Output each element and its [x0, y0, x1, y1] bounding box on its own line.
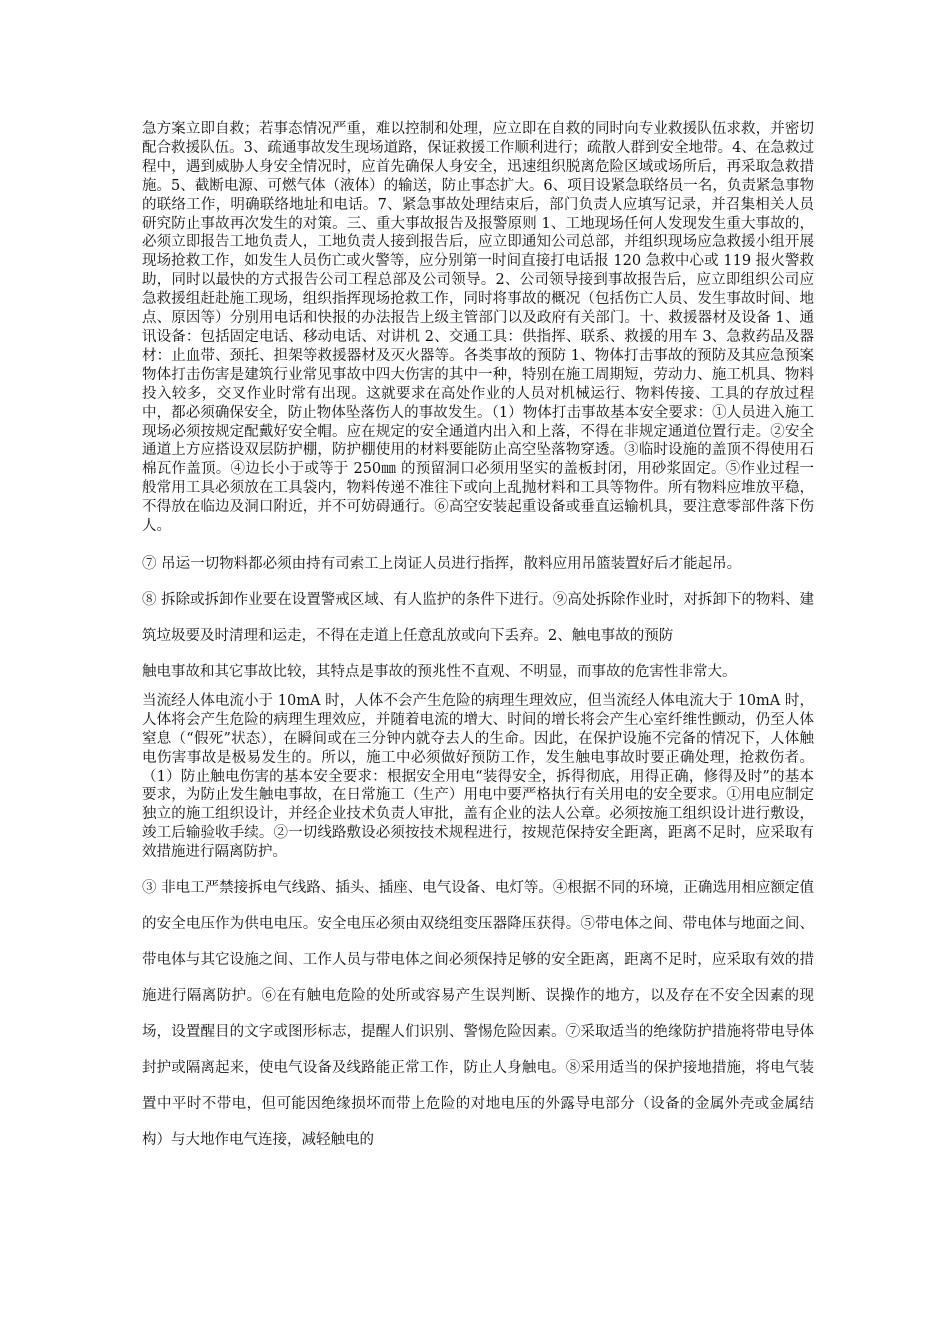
paragraph-electric-shock-intro: 触电事故和其它事故比较，其特点是事故的预兆性不直观、不明显，而事故的危害性非常大。: [142, 663, 737, 680]
paragraph-electrical-safety: ③ 非电工严禁接拆电气线路、插头、插座、电气设备、电灯等。④根据不同的环境，正确选用相应额定值的安全电压作为供电电压。安全电压必须由双绕组变压器降压获得。⑤带电体之间、带电体与地面之间、带电体与其它设施之间、工作人员与带电体之间必须保持足够的安全距离，距离不足时，应采取有效的措施进行隔离防护。⑥在有触电危险的处所或容易产生误判断、误操作的地方，以及存在不安全因素的现场，设置醒目的文字或图形标志，提醒人们识别、警惕危险因素。⑦采取适当的绝缘防护措施将带电导体封护或隔离起来，使电气设备及线路能正常工作，防止人身触电。⑧采用适当的保护接地措施，将电气装置中平时不带电，但可能因绝缘损坏而带上危险的对地电压的外露导电部分（设备的金属外壳或金属结构）与大地作电气连接，减轻触电的: [142, 880, 814, 1149]
paragraph-lifting-command: ⑦ 吊运一切物料都必须由持有司索工上岗证人员进行指挥，散料应用吊篮装置好后才能起吊。: [142, 555, 742, 572]
paragraph-emergency-response: 急方案立即自救；若事态情况严重，难以控制和处理，应立即在自救的同时向专业救援队伍求救，并密切配合救援队伍。3、疏通事故发生现场道路，保证救援工作顺利进行；疏散人群到安全地带。4、在急救过程中，遇到威胁人身安全情况时，应首先确保人身安全，迅速组织脱离危险区域或场所后，再采取急救措施。5、截断电源、可燃气体（液体）的输送，防止事态扩大。6、项目设紧急联络员一名，负责紧急事物的联络工作，明确联络地址和电话。7、紧急事故处理结束后，部门负责人应填写记录，并召集相关人员研究防止事故再次发生的对策。三、重大事故报告及报警原则 1、工地现场任何人发现发生重大事故的，必须立即报告工地负责人，工地负责人接到报告后，应立即通知公司总部，并组织现场应急救援小组开展现场抢救工作，如发生人员伤亡或火警等，应分别第一时间直接打电话报 120 急救中心或 119 报火警救助，同时以最快的方式报告公司工程总部及公司领导。2、公司领导接到事故报告后，应立即组织公司应急救援组赶赴施工现场，组织指挥现场抢救工作，同时将事故的概况（包括伤亡人员、发生事故时间、地点、原因等）分别用电话和快报的办法报告上级主管部门以及政府有关部门。十、救援器材及设备 1、通讯设备：包括固定电话、移动电话、对讲机 2、交通工具：供指挥、联系、救援的用车 3、急救药品及器材：止血带、颈托、担架等救援器材及灭火器等。各类事故的预防 1、物体打击事故的预防及其应急预案物体打击伤害是建筑行业常见事故中四大伤害的其中一种，特别在施工周期短，劳动力、施工机具、物料投入较多，交叉作业时常有出现。这就要求在高处作业的人员对机械运行、物料传接、工具的存放过程中，都必须确保安全，防止物体坠落伤人的事故发生。（1）物体打击事故基本安全要求：①人员进入施工现场必须按规定配戴好安全帽。应在规定的安全通道内出入和上落，不得在非规定通道位置行走。②安全通道上方应搭设双层防护棚，防护棚使用的材料要能防止高空坠落物穿透。③临时设施的盖顶不得使用石棉瓦作盖顶。④边长小于或等于 250㎜ 的预留洞口必须用坚实的盖板封闭，用砂浆固定。⑤作业过程一般常用工具必须放在工具袋内，物料传递不准往下或向上乱抛材料和工具等物件。所有物料应堆放平稳，不得放在临边及洞口附近，并不可妨碍通行。⑥高空安装起重设备或垂直运输机具，要注意零部件落下伤人。: [142, 121, 814, 535]
paragraph-electric-current: 当流经人体电流小于 10mA 时，人体不会产生危险的病理生理效应，但当流经人体电流大于 10mA 时，人体将会产生危险的病理生理效应，并随着电流的增大、时间的增长将会产生心室纤维性颤动，仍至人体窒息（“假死”状态），在瞬间或在三分钟内就夺去人的生命。因此，在保护设施不完备的情况下，人体触电伤害事故是极易发生的。所以，施工中必须做好预防工作，发生触电事故时要正确处理，抢救伤者。（1）防止触电伤害的基本安全要求：根据安全用电“装得安全，拆得彻底，用得正确，修得及时”的基本要求，为防止发生触电事故，在日常施工（生产）用电中要严格执行有关用电的安全要求。①用电应制定独立的施工组织设计，并经企业技术负责人审批，盖有企业的法人公章。必须按施工组织设计进行敷设，竣工后输验收手续。②一切线路敷设必须按技术规程进行，按规范保持安全距离，距离不足时，应采取有效措施进行隔离防护。: [142, 692, 814, 861]
paragraph-demolition: ⑧ 拆除或拆卸作业要在设置警戒区域、有人监护的条件下进行。⑨高处拆除作业时，对拆卸下的物料、建筑垃圾要及时清理和运走，不得在走道上任意乱放或向下丢弃。2、触电事故的预防: [142, 591, 814, 644]
document-body: [142, 120, 814, 1158]
